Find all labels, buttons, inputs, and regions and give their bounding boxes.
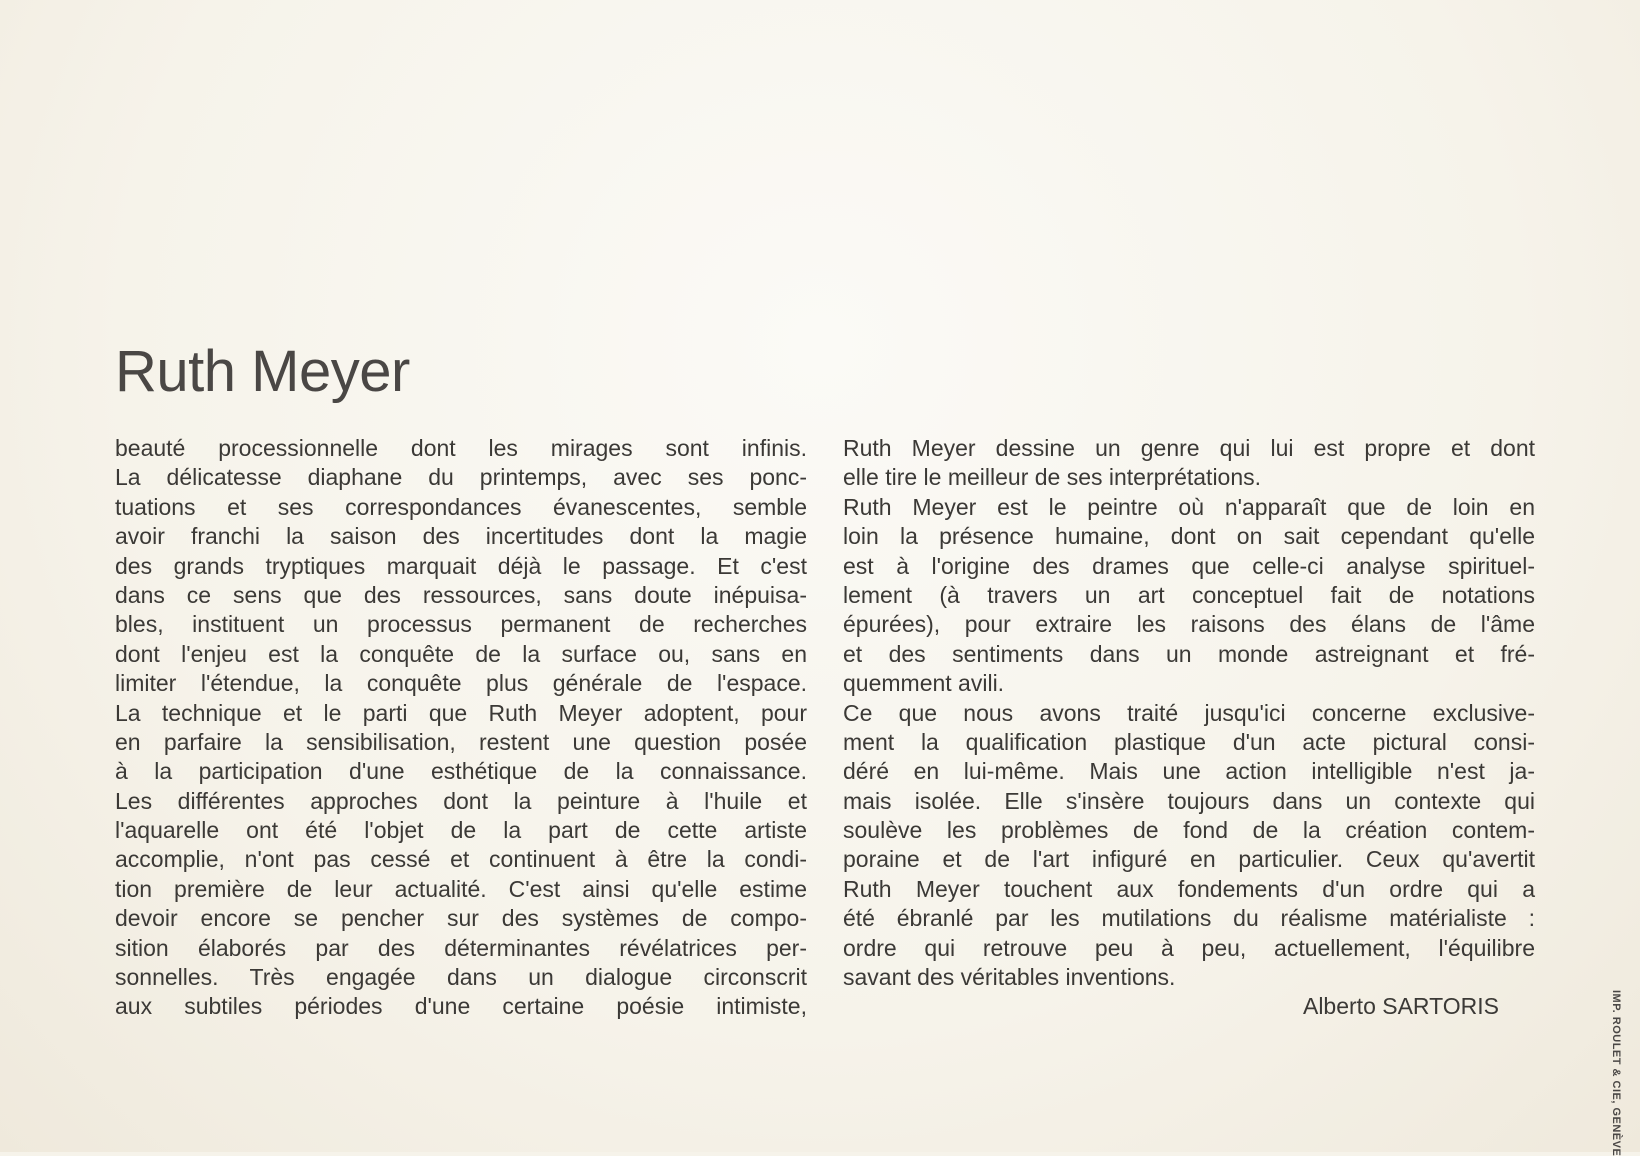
text-line: est à l'origine des drames que celle-ci analyse spirituel- xyxy=(843,552,1535,579)
text-line: l'aquarelle ont été l'objet de la part de cette artiste xyxy=(115,817,807,844)
text-line: épurées), pour extraire les raisons des élans de l'âme xyxy=(843,611,1535,638)
right-text-column xyxy=(843,434,1535,1022)
text-line: soulève les problèmes de fond de la création contem- xyxy=(843,817,1535,844)
text-line: La délicatesse diaphane du printemps, avec ses ponc- xyxy=(115,464,807,491)
text-line: loin la présence humaine, dont on sait cependant qu'elle xyxy=(843,523,1535,550)
text-line: bles, instituent un processus permanent de recherches xyxy=(115,611,807,638)
text-line: savant des véritables inventions. xyxy=(843,964,1176,991)
text-line: Ce que nous avons traité jusqu'ici concerne exclusive- xyxy=(843,699,1535,726)
text-line: La technique et le parti que Ruth Meyer adoptent, pour xyxy=(115,699,807,726)
text-line: limiter l'étendue, la conquête plus générale de l'espace. xyxy=(115,670,807,697)
text-line: sonnelles. Très engagée dans un dialogue circonscrit xyxy=(115,964,807,991)
text-line: Ruth Meyer est le peintre où n'apparaît que de loin en xyxy=(843,493,1535,520)
text-line: dont l'enjeu est la conquête de la surface ou, sans en xyxy=(115,640,807,667)
text-line: sition élaborés par des déterminantes révélatrices per- xyxy=(115,934,807,961)
text-line: Les différentes approches dont la peinture à l'huile et xyxy=(115,787,807,814)
author-signature: Alberto SARTORIS xyxy=(1302,993,1499,1020)
text-line: des grands tryptiques marquait déjà le passage. Et c'est xyxy=(115,552,807,579)
text-line: poraine et de l'art infiguré en particulier. Ceux qu'avertit xyxy=(843,846,1535,873)
text-line: devoir encore se pencher sur des systèmes de compo- xyxy=(115,905,807,932)
text-line: Ruth Meyer touchent aux fondements d'un ordre qui a xyxy=(843,875,1535,902)
text-line: en parfaire la sensibilisation, restent une question posée xyxy=(115,728,807,755)
text-line: dans ce sens que des ressources, sans doute inépuisa- xyxy=(115,581,807,608)
text-line: été ébranlé par les mutilations du réalisme matérialiste : xyxy=(843,905,1535,932)
text-line: beauté processionnelle dont les mirages sont infinis. xyxy=(115,435,807,461)
text-line: tuations et ses correspondances évanescentes, semble xyxy=(115,493,807,520)
text-line: accomplie, n'ont pas cessé et continuent à être la condi- xyxy=(115,846,807,873)
text-line: mais isolée. Elle s'insère toujours dans un contexte qui xyxy=(843,787,1535,814)
printer-imprint: IMP. ROULET & CIE, GENÈVE xyxy=(1610,990,1622,1156)
text-line: aux subtiles périodes d'une certaine poésie intimiste, xyxy=(115,993,807,1020)
text-line: Ruth Meyer dessine un genre qui lui est propre et dont xyxy=(843,435,1535,461)
page-title: Ruth Meyer xyxy=(115,339,410,404)
text-line: elle tire le meilleur de ses interprétations. xyxy=(843,464,1262,491)
text-line: déré en lui-même. Mais une action intelligible n'est ja- xyxy=(843,758,1535,785)
left-text-column xyxy=(115,434,807,1022)
text-line: et des sentiments dans un monde astreignant et fré- xyxy=(843,640,1535,667)
text-line: ment la qualification plastique d'un acte pictural consi- xyxy=(843,728,1535,755)
text-line: à la participation d'une esthétique de la connaissance. xyxy=(115,758,807,785)
text-line: ordre qui retrouve peu à peu, actuellement, l'équilibre xyxy=(843,934,1535,961)
text-line: avoir franchi la saison des incertitudes dont la magie xyxy=(115,523,807,550)
text-line: lement (à travers un art conceptuel fait de notations xyxy=(843,581,1535,608)
text-line: quemment avili. xyxy=(843,670,1005,697)
text-line: tion première de leur actualité. C'est ainsi qu'elle estime xyxy=(115,875,807,902)
